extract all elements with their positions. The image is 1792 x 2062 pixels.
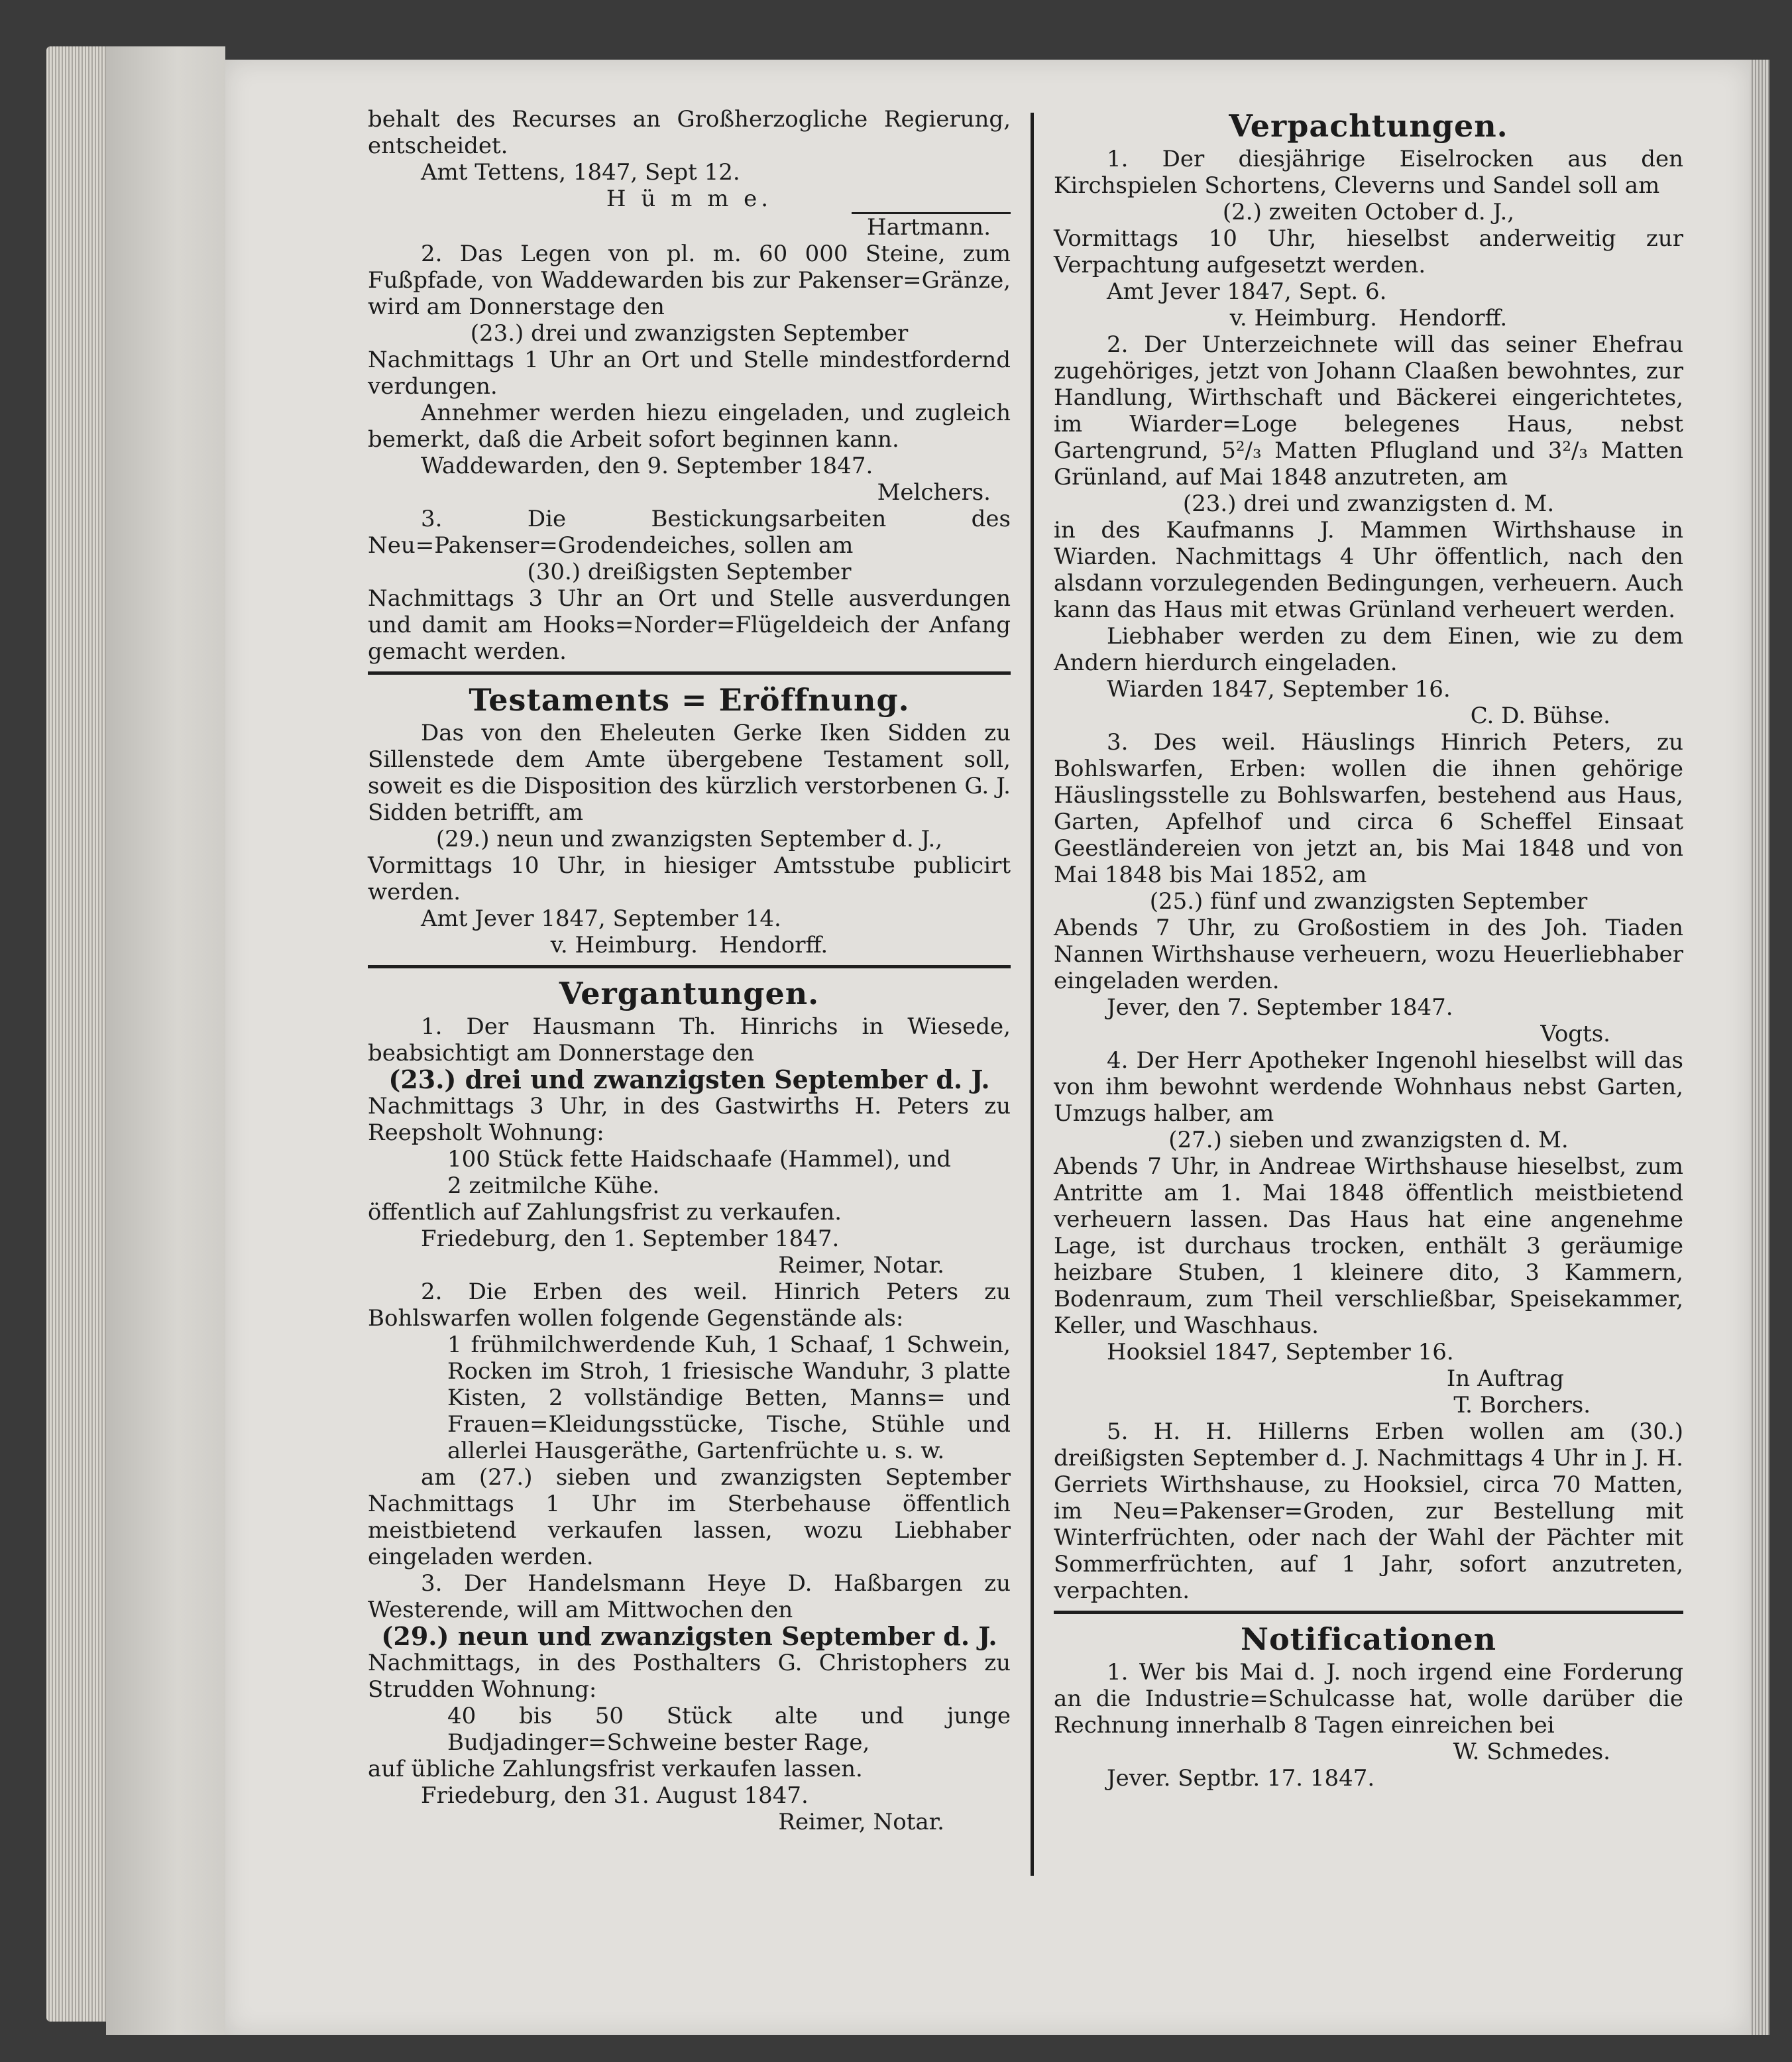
- verp4-signature: T. Borchers.: [1453, 1392, 1591, 1418]
- notificationen-heading: Notificationen: [1240, 1621, 1497, 1657]
- testament-text: Das von den Eheleuten Gerke Iken Sidden zu Sillenstede dem Amte übergebene Testament soll, soweit es die Disposition des kürzlich verstorbenen G. J. Sidden betrifft, am: [368, 720, 1011, 826]
- intro-text: behalt des Recurses an Großherzogliche Regierung, entscheidet.: [368, 106, 1011, 159]
- verg3-text: 3. Der Handelsmann Heye D. Haßbargen zu Westerende, will am Mittwochen den: [368, 1570, 1011, 1623]
- verp3-signature: Vogts.: [1540, 1021, 1610, 1047]
- verp2-date: (23.) drei und zwanzigsten d. M.: [1182, 490, 1555, 517]
- section-rule: [368, 671, 1011, 675]
- verg3-place-date: Friedeburg, den 31. August 1847.: [421, 1782, 809, 1809]
- verg3-signature: Reimer, Notar.: [778, 1809, 944, 1835]
- verp2-details: in des Kaufmanns J. Mammen Wirthshause in Wiarden. Nachmittags 4 Uhr öffentlich, nach den alsdann vorzulegenden Bedingungen, verheuern. Auch kann das Haus mit etwas Grünland verheuert werden.: [1054, 517, 1683, 623]
- verg1-signature: Reimer, Notar.: [778, 1252, 944, 1279]
- verg3-date: (29.) neun und zwanzigsten September d. J.: [381, 1621, 997, 1651]
- book-page-edges-left: [46, 46, 106, 2022]
- verp4-commission: In Auftrag: [1446, 1365, 1564, 1392]
- testament-heading: Testaments = Eröffnung.: [469, 682, 910, 718]
- verg3-time: Nachmittags, in des Posthalters G. Christophers zu Strudden Wohnung:: [368, 1650, 1011, 1703]
- testament-signature: v. Heimburg. Hendorff.: [550, 932, 828, 958]
- book-page-edges-right: [1750, 60, 1769, 2035]
- item2-text: 2. Das Legen von pl. m. 60 000 Steine, zum Fußpfade, von Waddewarden bis zur Pakenser=Gränze, wird am Donnerstage den: [368, 241, 1011, 320]
- vergantungen-heading: Vergantungen.: [559, 976, 820, 1011]
- verg2-time: am (27.) sieben und zwanzigsten September Nachmittags 1 Uhr im Sterbehause öffentlich meistbietend verkaufen lassen, wozu Liebhaber eingeladen werden.: [368, 1464, 1011, 1570]
- item3-text: 3. Die Bestickungsarbeiten des Neu=Pakenser=Grodendeiches, sollen am: [368, 506, 1011, 559]
- verp4-place-date: Hooksiel 1847, September 16.: [1107, 1339, 1454, 1365]
- verpachtungen-heading: Verpachtungen.: [1229, 108, 1508, 144]
- verg1-place-date: Friedeburg, den 1. September 1847.: [421, 1226, 840, 1252]
- testament-date: (29.) neun und zwanzigsten September d. J.,: [435, 826, 943, 852]
- item2-note: Annehmer werden hiezu eingeladen, und zugleich bemerkt, daß die Arbeit sofort beginnen kann.: [368, 400, 1011, 453]
- verp3-date: (25.) fünf und zwanzigsten September: [1149, 888, 1588, 915]
- verp1-place-date: Amt Jever 1847, Sept. 6.: [1107, 278, 1387, 305]
- testament-time: Vormittags 10 Uhr, in hiesiger Amtsstube publicirt werden.: [368, 852, 1011, 905]
- verp1-time: Vormittags 10 Uhr, hieselbst anderweitig zur Verpachtung aufgesetzt werden.: [1054, 225, 1683, 278]
- verp4-text: 4. Der Herr Apotheker Ingenohl hieselbst will das von ihm bewohnt werdende Wohnhaus nebst Garten, Umzugs halber, am: [1054, 1047, 1683, 1127]
- verp2-invite: Liebhaber werden zu dem Einen, wie zu dem Andern hierdurch eingeladen.: [1054, 623, 1683, 676]
- verg1-goods-1: 100 Stück fette Haidschaafe (Hammel), und: [447, 1146, 952, 1173]
- item2-time: Nachmittags 1 Uhr an Ort und Stelle mindestfordernd verdungen.: [368, 347, 1011, 400]
- section-rule: [368, 965, 1011, 968]
- column-divider: [1031, 113, 1034, 1876]
- left-column: [368, 106, 1011, 1835]
- intro-place-date: Amt Tettens, 1847, Sept 12.: [421, 159, 740, 186]
- item2-date: (23.) drei und zwanzigsten September: [470, 320, 909, 347]
- verg1-sale: öffentlich auf Zahlungsfrist zu verkaufen.: [368, 1199, 842, 1226]
- verp3-place-date: Jever, den 7. September 1847.: [1107, 994, 1453, 1021]
- verg1-text: 1. Der Hausmann Th. Hinrichs in Wiesede, beabsichtigt am Donnerstage den: [368, 1013, 1011, 1066]
- verp1-date: (2.) zweiten October d. J.,: [1222, 199, 1515, 225]
- verg2-goods: 1 frühmilchwerdende Kuh, 1 Schaaf, 1 Schwein, Rocken im Stroh, 1 friesische Wanduhr, 3 platte Kisten, 2 vollständige Betten, Manns= und Frauen=Kleidungsstücke, Tische, Stühle und allerlei Hausgeräthe, Gartenfrüchte u. s. w.: [447, 1332, 1011, 1464]
- item3-time: Nachmittags 3 Uhr an Ort und Stelle ausverdungen und damit am Hooks=Norder=Flügeldeich der Anfang gemacht werden.: [368, 585, 1011, 665]
- verp3-text: 3. Des weil. Häuslings Hinrich Peters, zu Bohlswarfen, Erben: wollen die ihnen gehörige Häuslingsstelle zu Bohlswarfen, bestehend aus Haus, Garten, Apfelhof und circa 6 Scheffel Einsaat Geestländereien von jetzt an, bis Mai 1848 und von Mai 1848 bis Mai 1852, am: [1054, 729, 1683, 888]
- notif1-signature: W. Schmedes.: [1453, 1739, 1610, 1765]
- section-rule: [1054, 1611, 1683, 1614]
- intro-name: H ü m m e.: [606, 186, 773, 212]
- verp2-place-date: Wiarden 1847, September 16.: [1107, 676, 1451, 703]
- notif1-text: 1. Wer bis Mai d. J. noch irgend eine Forderung an die Industrie=Schulcasse hat, wolle darüber die Rechnung innerhalb 8 Tagen einreichen bei: [1054, 1659, 1683, 1739]
- verg2-text: 2. Die Erben des weil. Hinrich Peters zu Bohlswarfen wollen folgende Gegenstände als:: [368, 1279, 1011, 1332]
- testament-place-date: Amt Jever 1847, September 14.: [421, 905, 781, 932]
- verg1-goods-2: 2 zeitmilche Kühe.: [447, 1173, 660, 1199]
- verp5-text: 5. H. H. Hillerns Erben wollen am (30.) dreißigsten September d. J. Nachmittags 4 Uhr in J. H. Gerriets Wirthshause, zu Hooksiel, circa 70 Matten, im Neu=Pakenser=Groden, zur Bestellung mit Winterfrüchten, oder nach der Wahl der Pächter mit Sommerfrüchten, auf 1 Jahr, sofort anzutreten, verpachten.: [1054, 1418, 1683, 1604]
- verp2-signature: C. D. Bühse.: [1470, 703, 1610, 729]
- item2-place-date: Waddewarden, den 9. September 1847.: [421, 453, 873, 479]
- verp4-details: Abends 7 Uhr, in Andreae Wirthshause hieselbst, zum Antritte am 1. Mai 1848 öffentlich meistbietend verheuern lassen. Das Haus hat eine angenehme Lage, ist durchaus trocken, enthält 3 geräumige heizbare Stuben, 1 kleinere dito, 3 Kammern, Bodenraum, zum Theil verschließbar, Speisekammer, Keller, und Waschhaus.: [1054, 1153, 1683, 1339]
- verg3-goods: 40 bis 50 Stück alte und junge Budjadinger=Schweine bester Rage,: [447, 1703, 1011, 1756]
- verp1-signature: v. Heimburg. Hendorff.: [1229, 305, 1508, 331]
- item3-date: (30.) dreißigsten September: [527, 559, 852, 585]
- intro-signature: Hartmann.: [867, 214, 991, 241]
- item2-signature: Melchers.: [877, 479, 991, 506]
- verp3-details: Abends 7 Uhr, zu Großostiem in des Joh. Tiaden Nannen Wirthshause verheuern, wozu Heuerliebhaber eingeladen werden.: [1054, 915, 1683, 994]
- book-gutter: [106, 46, 225, 2035]
- verg3-sale: auf übliche Zahlungsfrist verkaufen lassen.: [368, 1756, 863, 1782]
- notif1-place-date: Jever. Septbr. 17. 1847.: [1107, 1765, 1375, 1792]
- verg1-date: (23.) drei und zwanzigsten September d. J.: [388, 1064, 990, 1094]
- verp2-text: 2. Der Unterzeichnete will das seiner Ehefrau zugehöriges, jetzt von Johann Claaßen bewohntes, zur Handlung, Wirthschaft und Bäckerei eingerichtetes, im Wiarder=Loge belegenes Haus, nebst Gartengrund, 5²/₃ Matten Pflugland und 3²/₃ Matten Grünland, auf Mai 1848 anzutreten, am: [1054, 331, 1683, 490]
- verp4-date: (27.) sieben und zwanzigsten d. M.: [1168, 1127, 1569, 1153]
- right-column: [1054, 106, 1683, 1792]
- verg1-time: Nachmittags 3 Uhr, in des Gastwirths H. Peters zu Reepsholt Wohnung:: [368, 1093, 1011, 1146]
- verp1-text: 1. Der diesjährige Eiselrocken aus den Kirchspielen Schortens, Cleverns und Sandel soll am: [1054, 146, 1683, 199]
